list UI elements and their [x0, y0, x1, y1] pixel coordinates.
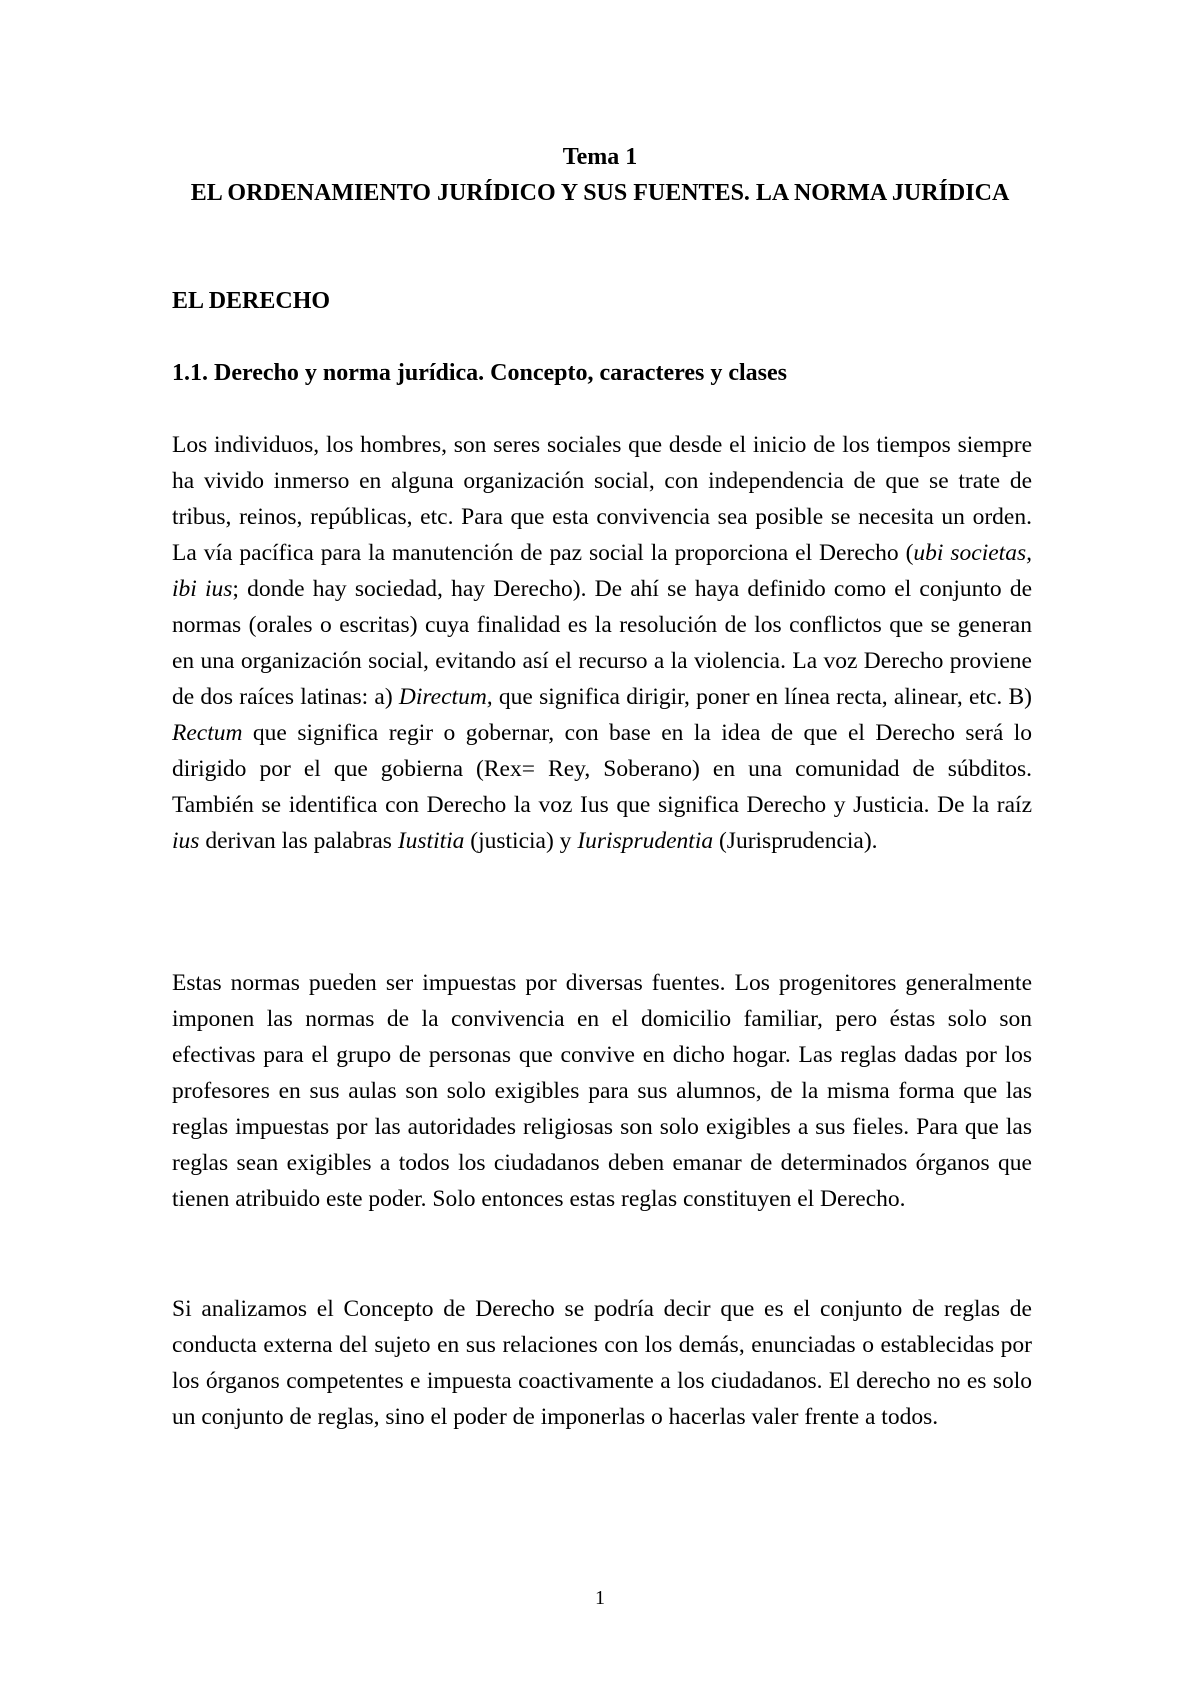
- chapter-label: Tema 1: [562, 144, 638, 170]
- document-title: EL ORDENAMIENTO JURÍDICO Y SUS FUENTES. LA NORMA JURÍDICA: [190, 180, 1010, 206]
- latin-phrase: ubi societas, ibi ius: [172, 540, 1032, 602]
- paragraph-1-text: que significa regir o gobernar, con base en la idea de que el Derecho será lo dirigido por el que gobierna (Rex= Rey, Soberano) en una comunidad de súbditos. También se identifica con Derecho la voz Ius que significa Derecho y Justicia. De la raíz: [172, 720, 1032, 818]
- paragraph-1-text: (Jurisprudencia).: [713, 828, 878, 854]
- paragraph-1-text: derivan las palabras: [199, 828, 398, 854]
- latin-term-rectum: Rectum: [172, 720, 243, 746]
- latin-term-iustitia: Iustitia: [397, 828, 465, 854]
- page-number: 1: [595, 1587, 605, 1609]
- document-title-block: [160, 139, 1040, 211]
- latin-term-ius: ius: [172, 828, 200, 854]
- subsection-heading: 1.1. Derecho y norma jurídica. Concepto, caracteres y clases: [172, 360, 787, 386]
- latin-term-directum: Directum,: [398, 684, 493, 710]
- paragraph-1-text: ; donde hay sociedad, hay Derecho). De ahí se haya definido como el conjunto de normas (orales o escritas) cuya finalidad es la resolución de los conflictos que se generan en una organización social, evitando así el recurso a la violencia. La voz Derecho proviene de dos raíces latinas: a): [172, 576, 1033, 710]
- latin-term-iurisprudentia: Iurisprudentia: [577, 828, 714, 854]
- paragraph-1-text: Los individuos, los hombres, son seres sociales que desde el inicio de los tiempos siempre ha vivido inmerso en alguna organización social, con independencia de que se trate de tribus, reinos, repúblicas, etc. Para que esta convivencia sea posible se necesita un orden. La vía pacífica para la manutención de paz social la proporciona el Derecho (: [172, 432, 1032, 566]
- paragraph-1-text: que significa dirigir, poner en línea recta, alinear, etc. B): [492, 684, 1032, 710]
- section-heading: EL DERECHO: [172, 288, 331, 314]
- paragraph-1-text: (justicia) y: [464, 828, 578, 854]
- paragraph-1: [172, 427, 1032, 859]
- paragraph-2: Estas normas pueden ser impuestas por diversas fuentes. Los progenitores generalmente imponen las normas de la convivencia en el domicilio familiar, pero éstas solo son efectivas para el grupo de personas que convive en dicho hogar. Las reglas dadas por los profesores en sus aulas son solo exigibles para sus alumnos, de la misma forma que las reglas impuestas por las autoridades religiosas son solo exigibles a sus fieles. Para que las reglas sean exigibles a todos los ciudadanos deben emanar de determinados órganos que tienen atribuido este poder. Solo entonces estas reglas constituyen el Derecho.: [172, 970, 1032, 1212]
- paragraph-3: Si analizamos el Concepto de Derecho se podría decir que es el conjunto de reglas de conducta externa del sujeto en sus relaciones con los demás, enunciadas o establecidas por los órganos competentes e impuesta coactivamente a los ciudadanos. El derecho no es solo un conjunto de reglas, sino el poder de imponerlas o hacerlas valer frente a todos.: [172, 1296, 1032, 1430]
